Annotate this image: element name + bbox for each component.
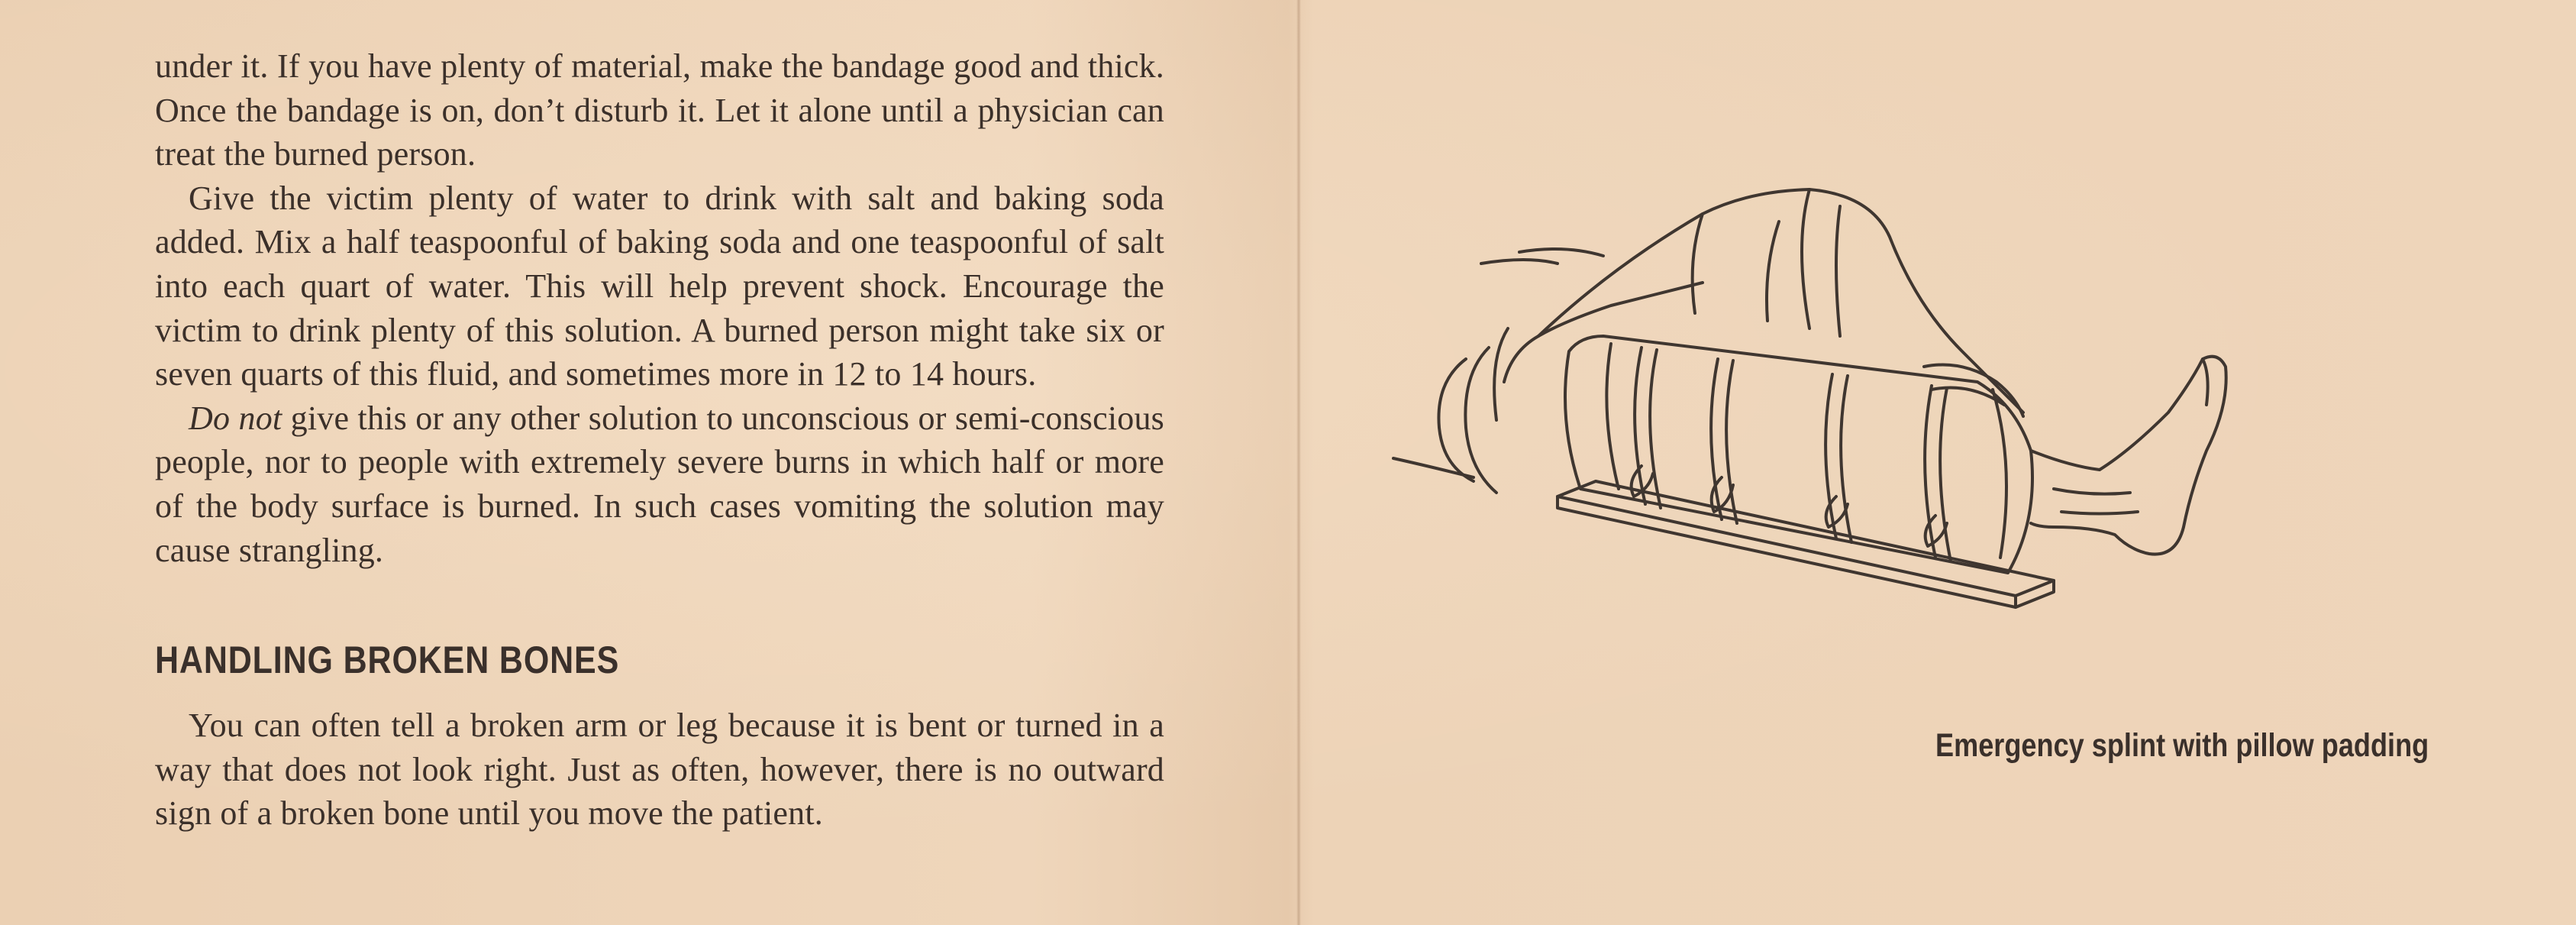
strap-1 <box>1635 348 1645 504</box>
splint-illustration <box>1382 130 2260 626</box>
pillow-padding <box>1565 336 2032 573</box>
figure-caption: Emergency splint with pillow padding <box>1935 727 2429 764</box>
lower-leg <box>2031 357 2226 555</box>
section-heading: HANDLING BROKEN BONES <box>155 639 620 682</box>
pillow-left-fold <box>1438 359 1474 481</box>
page-gutter <box>1296 0 1301 925</box>
paragraph-bandage: under it. If you have plenty of material, make the bandage good and thick. Once the bandage is on, don’t disturb it. Let it alone until a physician can treat the burned person. <box>155 47 1164 173</box>
paragraph-water: Give the victim plenty of water to drink with salt and baking soda added. Mix a half teaspoonful of baking soda and one teaspoonful of salt into each quart of water. This will help prevent shock. Encourage the victim to drink plenty of this solution. A burned person might take six or seven quarts of this fluid, and sometimes more in 12 to 14 hours. <box>155 179 1164 393</box>
warning-text: give this or any other solution to unconscious or semi-conscious people, nor to people with extremely severe burns in which half or more of the body surface is burned. In such cases vomiting the solution may cause strangling. <box>155 399 1164 569</box>
paragraph-warning <box>155 396 1164 572</box>
left-page <box>155 44 1164 836</box>
warning-emphasis: Do not <box>189 399 282 437</box>
paragraph-broken-bones: You can often tell a broken arm or leg because it is bent or turned in a way that does not look right. Just as often, however, there is no outward sign of a broken bone until you move the patient. <box>155 707 1164 833</box>
